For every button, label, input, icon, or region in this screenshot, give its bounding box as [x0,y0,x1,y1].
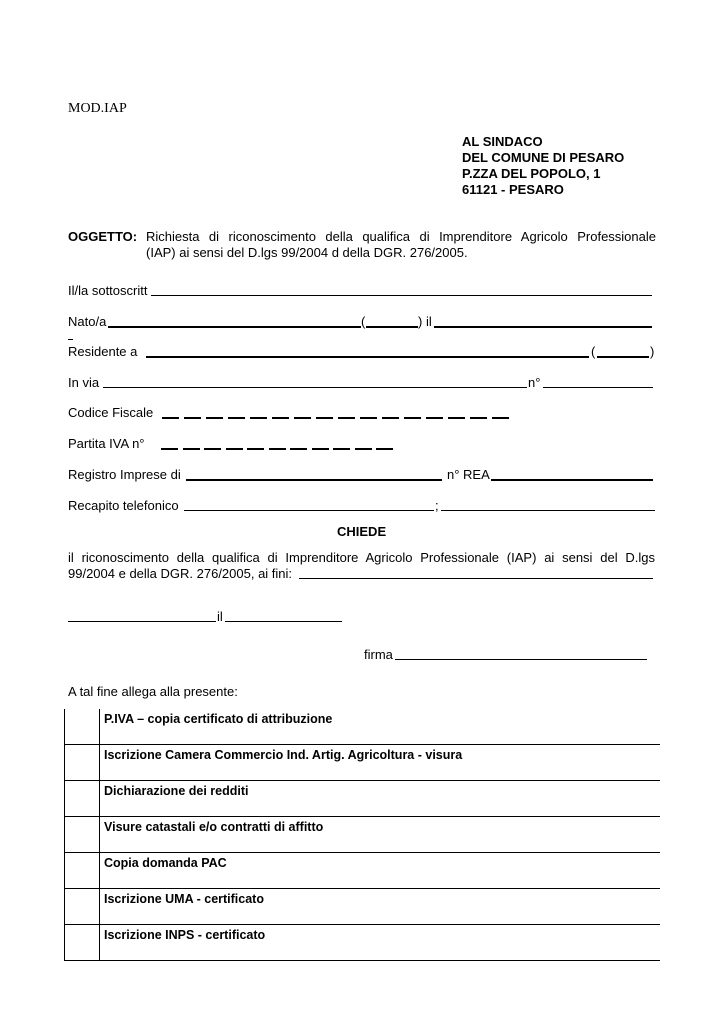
attachment-checkbox[interactable] [65,817,100,853]
subject-label: OGGETTO: [68,229,138,244]
codice-fiscale-label: Codice Fiscale [68,405,154,420]
attachments-intro: A tal fine allega alla presente: [68,684,238,699]
attachment-label: Copia domanda PAC [100,853,661,889]
char-slot [492,417,509,419]
nato-province-field[interactable] [366,326,418,328]
attachments-table [64,709,660,961]
residente-label: Residente a [68,344,138,359]
char-slot [382,417,399,419]
firma-field[interactable] [395,659,647,660]
residente-paren-close: ) [650,344,655,359]
attachment-row [65,889,661,925]
sottoscritto-field[interactable] [151,295,652,296]
via-label: In via [68,375,100,390]
char-slot [228,417,245,419]
char-slot [226,448,243,450]
subject-line-2: (IAP) ai sensi del D.lgs 99/2004 d della DGR. 276/2005. [146,245,468,260]
char-slot [161,448,178,450]
char-slot [250,417,267,419]
addressee-block [462,134,624,198]
residente-field[interactable] [146,356,589,358]
attachment-row [65,745,661,781]
nato-label: Nato/a [68,314,107,329]
attachment-label: Iscrizione Camera Commercio Ind. Artig. Agricoltura - visura [100,745,661,781]
attachment-checkbox[interactable] [65,709,100,745]
char-slot [184,417,201,419]
registro-field[interactable] [186,479,442,481]
numero-field[interactable] [543,387,653,388]
form-code: MOD.IAP [68,101,127,116]
char-slot [316,417,333,419]
attachment-row [65,781,661,817]
attachment-label: P.IVA – copia certificato di attribuzione [100,709,661,745]
char-slot [290,448,307,450]
recapito-field-1[interactable] [184,510,434,511]
char-slot [204,448,221,450]
date-il-label: il [217,609,223,624]
nato-place-field[interactable] [108,326,361,328]
recapito-field-2[interactable] [441,510,655,511]
char-slot [404,417,421,419]
recapito-separator: ; [435,498,439,513]
char-slot [338,417,355,419]
place-field[interactable] [68,621,216,622]
attachment-checkbox[interactable] [65,781,100,817]
char-slot [376,448,393,450]
attachment-checkbox[interactable] [65,889,100,925]
attachment-row [65,853,661,889]
addressee-line-1: AL SINDACO [462,134,543,149]
request-purpose-field[interactable] [299,578,653,579]
attachment-label: Iscrizione INPS - certificato [100,925,661,961]
attachment-row [65,709,661,745]
request-heading: CHIEDE [337,524,387,539]
attachment-row [65,817,661,853]
char-slot [294,417,311,419]
request-line-1: il riconoscimento della qualifica di Imprenditore Agricolo Professionale (IAP) ai sensi del D.lgs [68,550,655,565]
char-slot [448,417,465,419]
via-field[interactable] [103,387,527,388]
addressee-line-3: P.ZZA DEL POPOLO, 1 [462,166,601,181]
rea-label: n° REA [447,467,490,482]
attachment-label: Visure catastali e/o contratti di affitto [100,817,661,853]
firma-label: firma [364,647,393,662]
attachment-label: Dichiarazione dei redditi [100,781,661,817]
recapito-label: Recapito telefonico [68,498,179,513]
residente-province-field[interactable] [597,356,649,358]
char-slot [162,417,179,419]
char-slot [333,448,350,450]
nato-date-field[interactable] [434,326,652,328]
registro-label: Registro Imprese di [68,467,181,482]
attachment-checkbox[interactable] [65,853,100,889]
char-slot [247,448,264,450]
subject-line-1: Richiesta di riconoscimento della qualifica di Imprenditore Agricolo Professionale [146,229,656,244]
attachment-checkbox[interactable] [65,925,100,961]
char-slot [183,448,200,450]
char-slot [426,417,443,419]
stray-mark [68,339,73,340]
char-slot [272,417,289,419]
attachment-label: Iscrizione UMA - certificato [100,889,661,925]
char-slot [312,448,329,450]
nato-paren-open: ( [361,314,366,329]
char-slot [470,417,487,419]
partita-iva-label: Partita IVA n° [68,436,145,451]
char-slot [355,448,372,450]
attachment-row [65,925,661,961]
char-slot [360,417,377,419]
char-slot [206,417,223,419]
date-field[interactable] [225,621,342,622]
numero-label: n° [528,375,541,390]
nato-il-label: ) il [418,314,432,329]
request-line-2: 99/2004 e della DGR. 276/2005, ai fini: [68,566,293,581]
char-slot [269,448,286,450]
addressee-line-2: DEL COMUNE DI PESARO [462,150,625,165]
attachment-checkbox[interactable] [65,745,100,781]
addressee-line-4: 61121 - PESARO [462,182,564,197]
rea-field[interactable] [491,479,653,481]
residente-paren-open: ( [591,344,596,359]
sottoscritto-label: Il/la sottoscritt [68,283,148,298]
